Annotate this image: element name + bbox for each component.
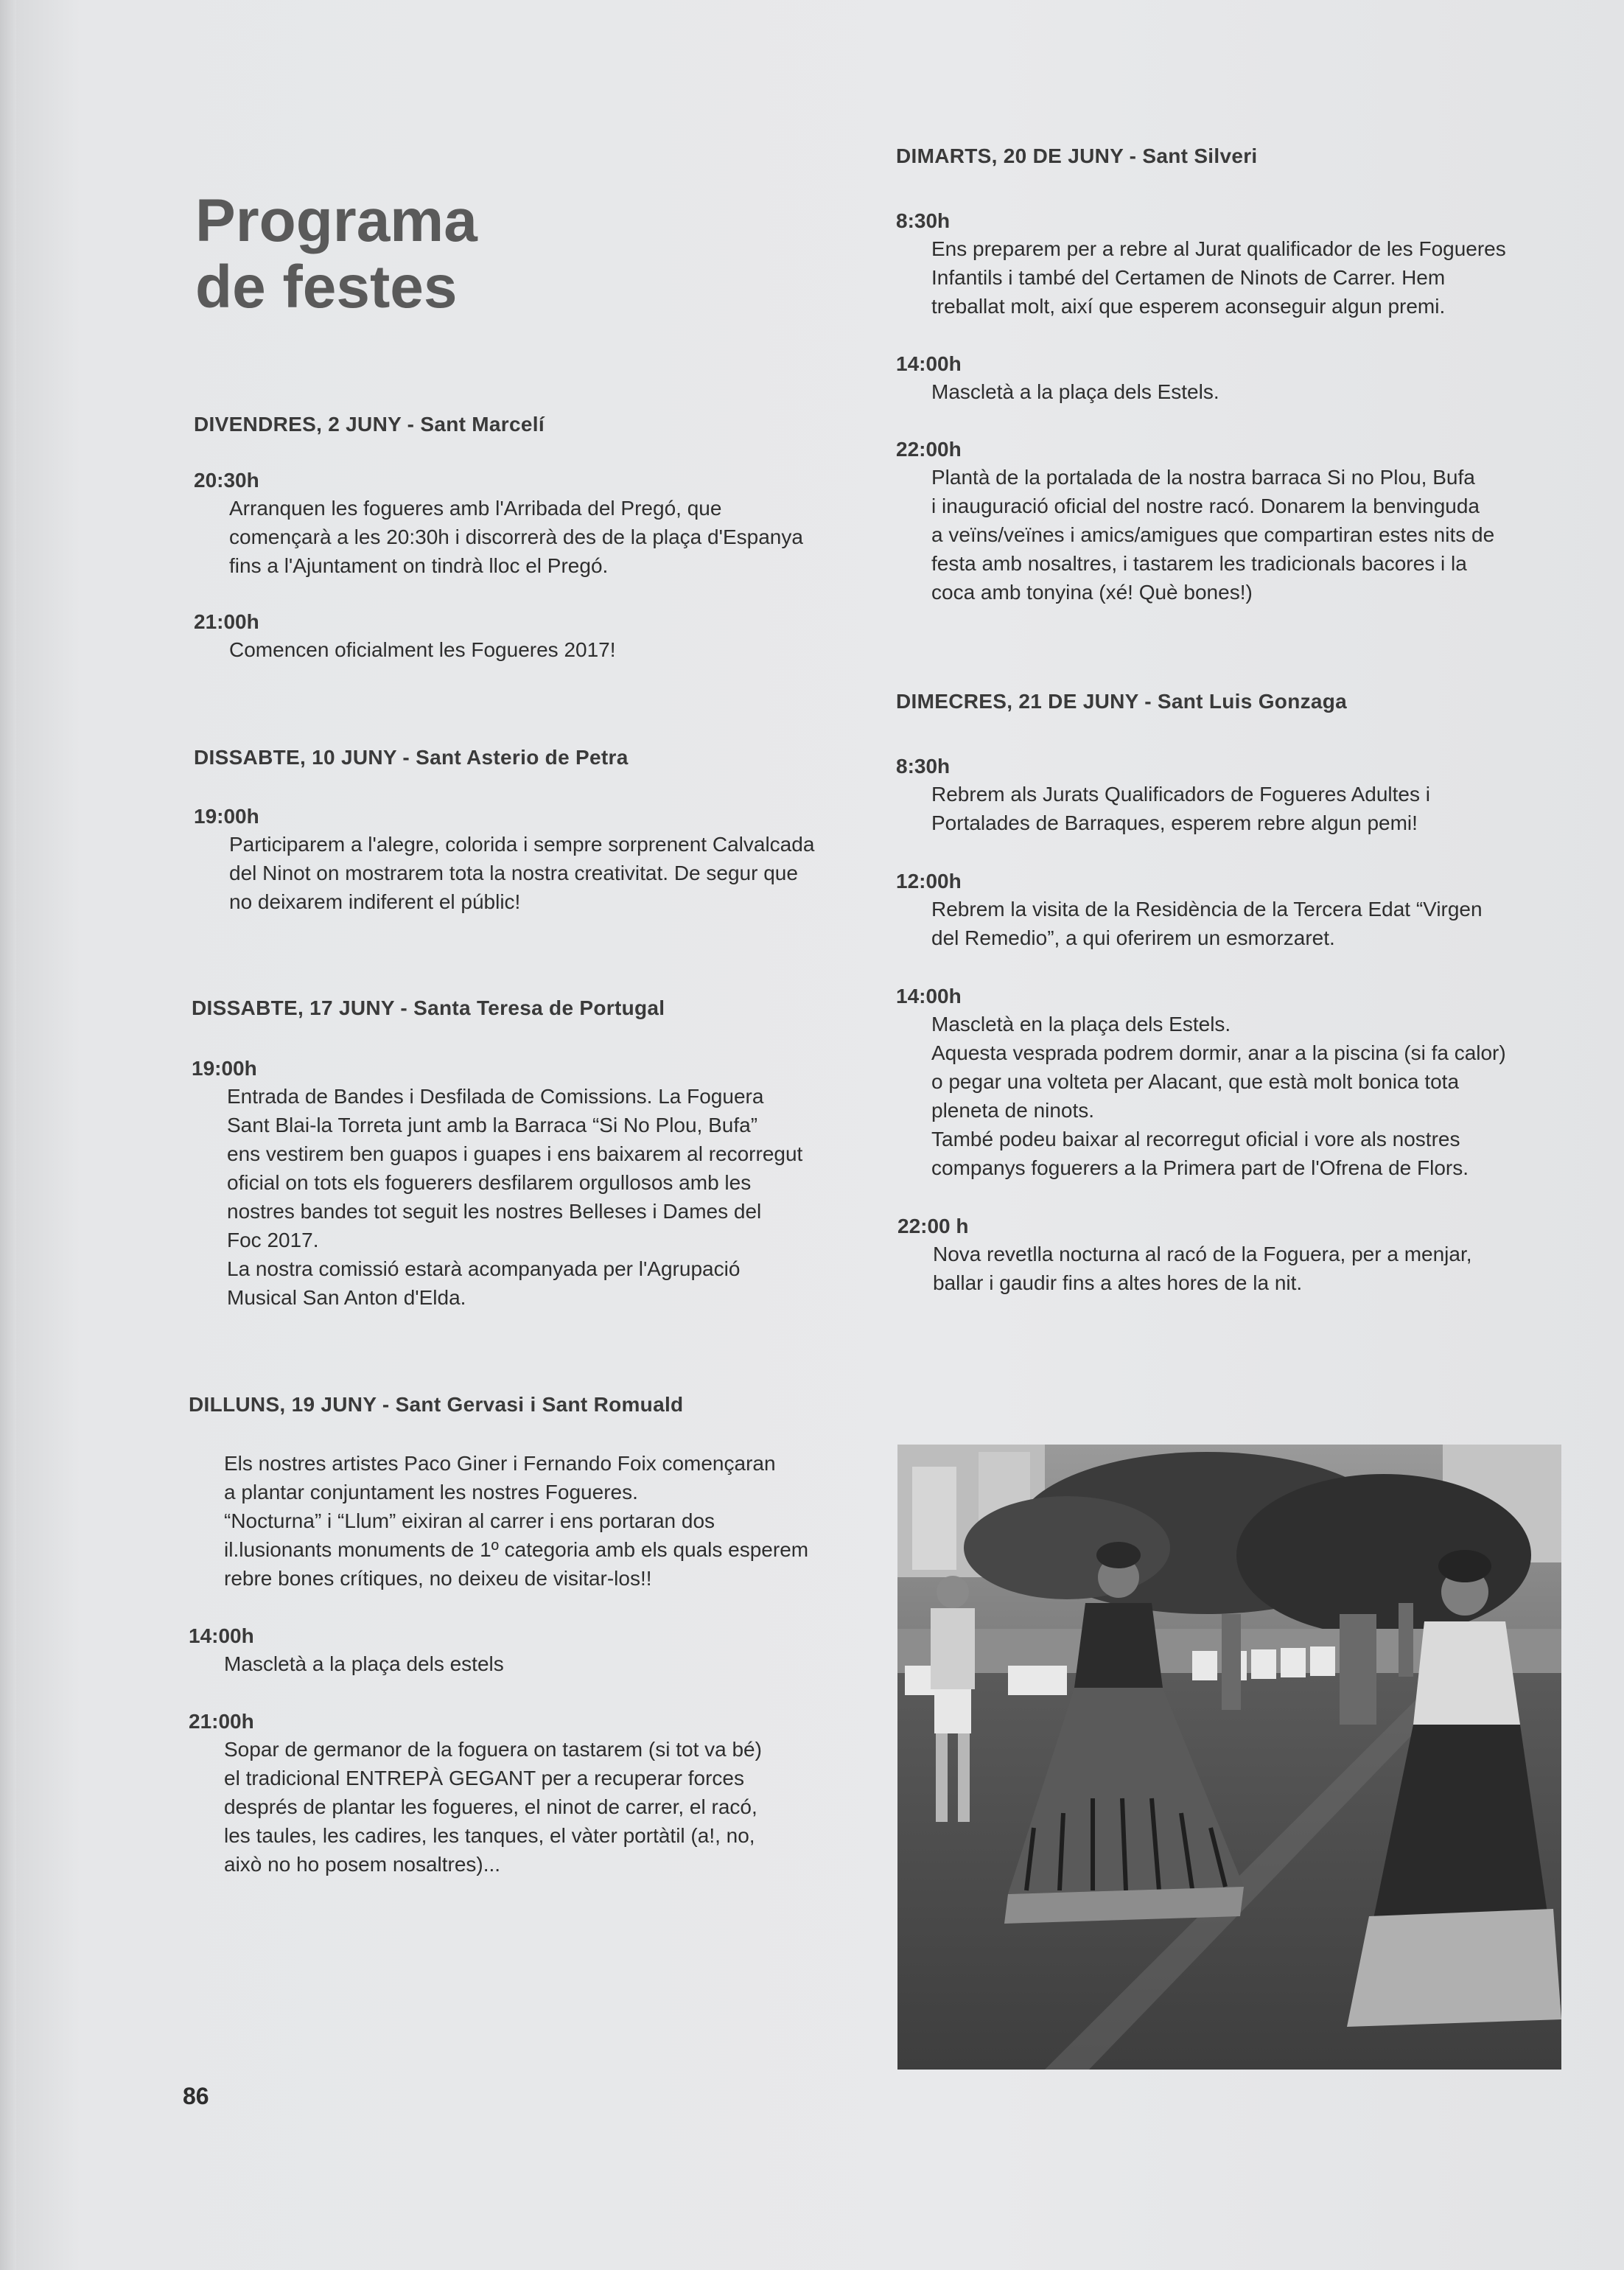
event-block (189, 1710, 827, 1879)
text-line: Musical San Anton d'Elda. (227, 1286, 466, 1309)
event-description (229, 830, 827, 916)
text-line: a plantar conjuntament les nostres Fogueres. (224, 1481, 638, 1504)
event-block (194, 469, 827, 580)
event-description (933, 1240, 1561, 1297)
event-description (224, 1735, 827, 1879)
title-line-1: Programa (195, 187, 477, 254)
day-heading-dimarts-20: DIMARTS, 20 DE JUNY - Sant Silveri (896, 144, 1258, 167)
text-line: Arranquen les fogueres amb l'Arribada del Pregó, que (229, 497, 722, 520)
event-time: 14:00h (896, 352, 962, 375)
event-time: 14:00h (896, 985, 962, 1007)
event-time: 14:00h (189, 1624, 254, 1647)
event-time: 12:00h (896, 870, 962, 893)
page-binding (0, 0, 16, 2270)
event-description (931, 463, 1559, 607)
event-time: 8:30h (896, 755, 951, 778)
text-line: coca amb tonyina (xé! Què bones!) (931, 581, 1253, 604)
event-time: 22:00 h (897, 1215, 969, 1237)
text-line: fins a l'Ajuntament on tindrà lloc el Pregó. (229, 554, 609, 577)
text-line: Entrada de Bandes i Desfilada de Comissions. La Foguera (227, 1085, 764, 1108)
text-line: Mascletà a la plaça dels Estels. (931, 380, 1219, 403)
title-line-2: de festes (195, 254, 458, 321)
text-line: Foc 2017. (227, 1229, 319, 1251)
text-line: ens vestirem ben guapos i guapes i ens baixarem al recorregut (227, 1142, 803, 1165)
text-line: del Ninot on mostrarem tota la nostra creativitat. De segur que (229, 862, 798, 884)
text-line: Mascletà en la plaça dels Estels. (931, 1013, 1231, 1036)
text-line: Aquesta vesprada podrem dormir, anar a la piscina (si fa calor) (931, 1041, 1506, 1064)
day-heading-dilluns-19: DILLUNS, 19 JUNY - Sant Gervasi i Sant Romuald (189, 1393, 684, 1416)
text-line: ballar i gaudir fins a altes hores de la nit. (933, 1271, 1303, 1294)
text-line: treballat molt, així que esperem aconseguir algun premi. (931, 295, 1446, 318)
text-line: Infantils i també del Certamen de Ninots de Carrer. Hem (931, 266, 1446, 289)
text-line: Els nostres artistes Paco Giner i Fernando Foix començaran (224, 1452, 776, 1475)
event-block (897, 1215, 1561, 1297)
event-time: 21:00h (189, 1710, 254, 1733)
page-title (195, 188, 477, 321)
intro-description (224, 1449, 827, 1593)
day-heading-dissabte-10: DISSABTE, 10 JUNY - Sant Asterio de Petra (194, 746, 629, 769)
event-time: 20:30h (194, 469, 259, 492)
event-time: 19:00h (194, 805, 259, 828)
text-line: “Nocturna” i “Llum” eixiran al carrer i ens portaran dos (224, 1509, 715, 1532)
text-line: Sopar de germanor de la foguera on tastarem (si tot va bé) (224, 1738, 762, 1761)
event-block (194, 805, 827, 916)
text-line: començarà a les 20:30h i discorrerà des de la plaça d'Espanya (229, 525, 803, 548)
text-line: Plantà de la portalada de la nostra barraca Si no Plou, Bufa (931, 466, 1475, 489)
event-description (224, 1649, 827, 1678)
text-line: Mascletà a la plaça dels estels (224, 1652, 504, 1675)
text-line: pleneta de ninots. (931, 1099, 1095, 1122)
text-line: il.lusionants monuments de 1º categoria amb els quals esperem (224, 1538, 809, 1561)
text-line: Ens preparem per a rebre al Jurat qualificador de les Fogueres (931, 237, 1506, 260)
text-line: Nova revetlla nocturna al racó de la Foguera, per a menjar, (933, 1243, 1472, 1265)
event-time: 21:00h (194, 610, 259, 633)
event-description (931, 780, 1559, 837)
text-line: a veïns/veïnes i amics/amigues que compartiran estes nits de (931, 523, 1495, 546)
event-description (931, 895, 1559, 952)
text-line: nostres bandes tot seguit les nostres Belleses i Dames del (227, 1200, 762, 1223)
page-number: 86 (183, 2083, 209, 2109)
text-line: o pegar una volteta per Alacant, que està molt bonica tota (931, 1070, 1460, 1093)
event-description (229, 635, 827, 664)
text-line: oficial on tots els foguerers desfilarem orgullosos amb les (227, 1171, 752, 1194)
text-line: després de plantar les fogueres, el ninot de carrer, el racó, (224, 1795, 757, 1818)
day-heading-dimecres-21: DIMECRES, 21 DE JUNY - Sant Luis Gonzaga (896, 690, 1348, 713)
day-heading-dissabte-17: DISSABTE, 17 JUNY - Santa Teresa de Portugal (192, 996, 665, 1019)
text-line: no deixarem indiferent el públic! (229, 890, 521, 913)
text-line: el tradicional ENTREPÀ GEGANT per a recuperar forces (224, 1767, 744, 1789)
event-block (896, 755, 1559, 837)
text-line: Sant Blai-la Torreta junt amb la Barraca “Si No Plou, Bufa” (227, 1114, 758, 1136)
text-line: Participarem a l'alegre, colorida i sempre sorprenent Calvalcada (229, 833, 815, 856)
day-heading-divendres-2: DIVENDRES, 2 JUNY - Sant Marcelí (194, 413, 545, 436)
event-time: 22:00h (896, 438, 962, 461)
event-description (931, 377, 1559, 406)
intro-block (189, 1449, 827, 1593)
event-description (229, 494, 827, 580)
text-line: Rebrem als Jurats Qualificadors de Fogueres Adultes i (931, 783, 1430, 806)
event-time: 8:30h (896, 209, 951, 232)
text-line: del Remedio”, a qui oferirem un esmorzaret. (931, 926, 1335, 949)
text-line: També podeu baixar al recorregut oficial i vore als nostres (931, 1128, 1460, 1150)
parade-photo-illustration (897, 1445, 1561, 2070)
text-line: i inauguració oficial del nostre racó. Donarem la benvinguda (931, 495, 1480, 517)
text-line: La nostra comissió estarà acompanyada per l'Agrupació (227, 1257, 741, 1280)
text-line: les taules, les cadires, les tanques, el vàter portàtil (a!, no, (224, 1824, 755, 1847)
event-time: 19:00h (192, 1057, 257, 1080)
text-line: Portalades de Barraques, esperem rebre algun pemi! (931, 811, 1418, 834)
event-block (896, 985, 1559, 1182)
event-block (896, 870, 1559, 952)
event-description (931, 1010, 1559, 1182)
event-block (194, 610, 827, 664)
text-line: Comencen oficialment les Fogueres 2017! (229, 638, 616, 661)
event-block (896, 209, 1559, 321)
event-description (227, 1082, 827, 1312)
event-block (189, 1624, 827, 1678)
text-line: això no ho posem nosaltres)... (224, 1853, 501, 1876)
event-block (896, 438, 1559, 607)
event-block (192, 1057, 827, 1312)
event-description (931, 234, 1559, 321)
text-line: companys foguerers a la Primera part de l'Ofrena de Flors. (931, 1156, 1469, 1179)
text-line: Rebrem la visita de la Residència de la Tercera Edat “Virgen (931, 898, 1483, 921)
text-line: festa amb nosaltres, i tastarem les tradicionals bacores i la (931, 552, 1467, 575)
event-block (896, 352, 1559, 406)
parade-photo (897, 1445, 1561, 2070)
text-line: rebre bones crítiques, no deixeu de visitar-los!! (224, 1567, 652, 1590)
